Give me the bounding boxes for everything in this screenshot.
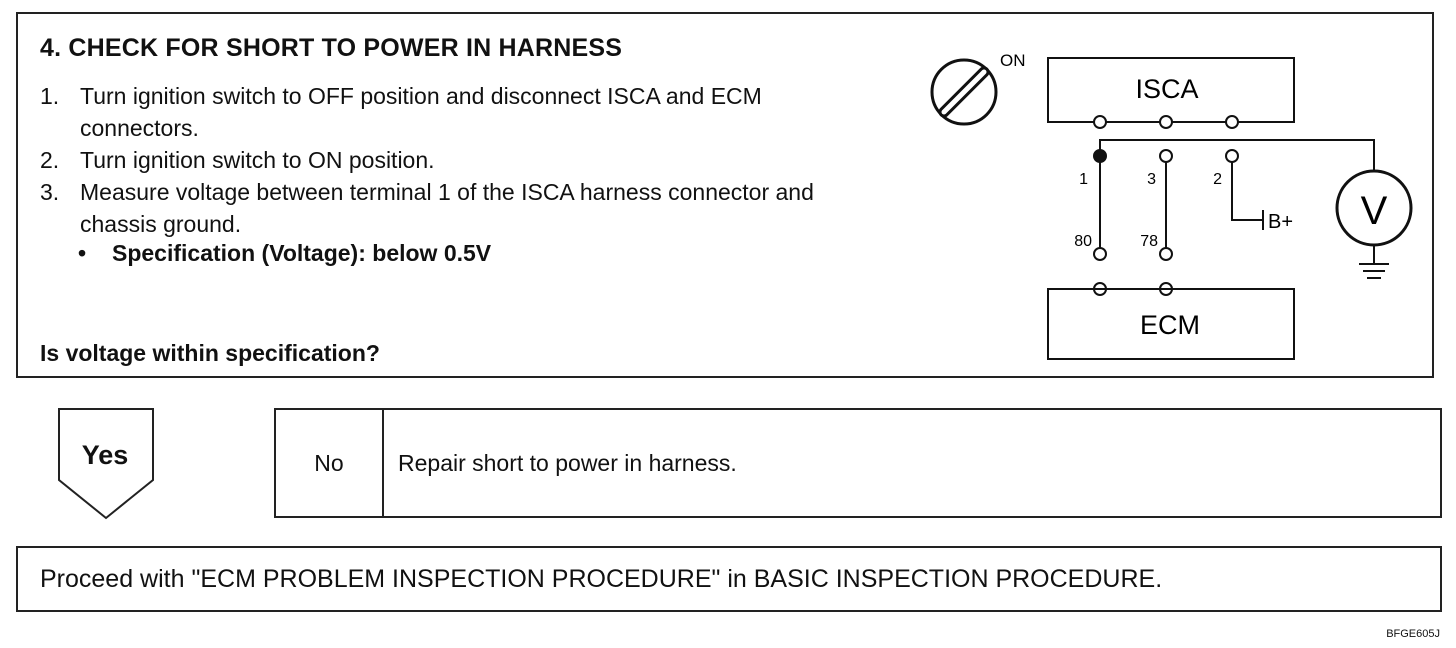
inspection-step-panel [16,12,1434,378]
no-label: No [276,410,384,516]
instruction-number: 3. [40,179,60,205]
harness-terminal-80 [1094,248,1106,260]
instruction-text: Measure voltage between terminal 1 of the ISCA harness connector and chassis ground. [80,179,814,237]
instruction-text: Turn ignition switch to ON position. [80,147,435,173]
isca-pin [1094,116,1106,128]
step-title: 4. CHECK FOR SHORT TO POWER IN HARNESS [40,34,623,62]
figure-reference-code: BFGE605J [1386,628,1440,640]
instruction-item [40,80,840,144]
battery-label: B+ [1268,211,1294,233]
ground-icon [1359,264,1389,278]
isca-pin [1226,116,1238,128]
instruction-text: Turn ignition switch to OFF position and disconnect ISCA and ECM connectors. [80,83,762,141]
terminal-label-2: 2 [1213,171,1222,188]
specification-text: Specification (Voltage): below 0.5V [112,240,492,266]
terminal-label-78: 78 [1140,233,1158,250]
step-question: Is voltage within specification? [40,340,380,366]
isca-pin [1160,116,1172,128]
instruction-list [40,80,840,240]
voltmeter-label: V [1360,189,1388,233]
instruction-item [40,144,840,176]
no-action-text: Repair short to power in harness. [398,449,737,476]
ecm-label: ECM [1140,310,1200,340]
instruction-number: 1. [40,83,60,109]
bullet-icon: • [78,240,87,266]
proceed-box [16,546,1442,612]
instruction-item [40,176,840,240]
isca-label: ISCA [1135,74,1199,104]
circuit-diagram [912,32,1432,377]
terminal-label-1: 1 [1079,171,1088,188]
terminal-label-3: 3 [1147,171,1156,188]
yes-label: Yes [81,440,129,470]
ignition-switch-icon [932,60,996,124]
harness-terminal-2 [1226,150,1238,162]
harness-terminal-3 [1160,150,1172,162]
proceed-text: Proceed with "ECM PROBLEM INSPECTION PROCEDURE" in BASIC INSPECTION PROCEDURE. [40,564,1163,593]
harness-terminal-78 [1160,248,1172,260]
wire-2-battery [1232,162,1262,220]
specification [78,240,491,267]
no-result-box [274,408,1442,518]
switch-on-label: ON [1000,51,1026,70]
terminal-label-80: 80 [1074,233,1092,250]
instruction-number: 2. [40,147,60,173]
